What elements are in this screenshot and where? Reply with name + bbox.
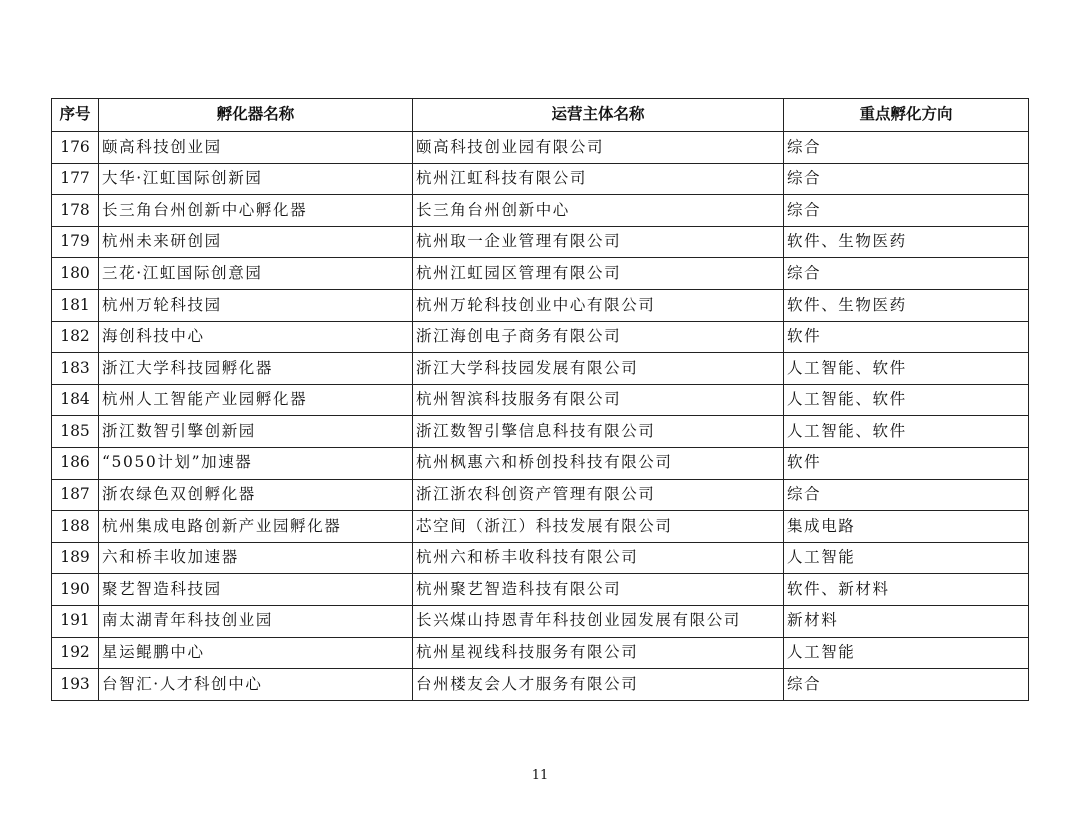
operator-name: 浙江海创电子商务有限公司 bbox=[413, 321, 784, 353]
focus-direction: 综合 bbox=[784, 195, 1029, 227]
row-number: 176 bbox=[52, 132, 99, 164]
incubator-name: 三花·江虹国际创意园 bbox=[99, 258, 413, 290]
focus-direction: 人工智能、软件 bbox=[784, 353, 1029, 385]
table-row bbox=[52, 353, 1029, 385]
focus-direction: 人工智能、软件 bbox=[784, 416, 1029, 448]
row-number: 177 bbox=[52, 163, 99, 195]
table-row bbox=[52, 479, 1029, 511]
row-number: 186 bbox=[52, 447, 99, 479]
operator-name: 杭州江虹园区管理有限公司 bbox=[413, 258, 784, 290]
row-number: 181 bbox=[52, 289, 99, 321]
operator-name: 芯空间（浙江）科技发展有限公司 bbox=[413, 511, 784, 543]
operator-name: 杭州江虹科技有限公司 bbox=[413, 163, 784, 195]
focus-direction: 软件、生物医药 bbox=[784, 226, 1029, 258]
focus-direction: 软件、生物医药 bbox=[784, 289, 1029, 321]
operator-name: 杭州智滨科技服务有限公司 bbox=[413, 384, 784, 416]
incubator-name: 台智汇·人才科创中心 bbox=[99, 669, 413, 701]
row-number: 185 bbox=[52, 416, 99, 448]
row-number: 190 bbox=[52, 574, 99, 606]
table-row bbox=[52, 574, 1029, 606]
incubator-name: 星运鲲鹏中心 bbox=[99, 637, 413, 669]
focus-direction: 综合 bbox=[784, 669, 1029, 701]
incubator-name: 南太湖青年科技创业园 bbox=[99, 605, 413, 637]
header-no: 序号 bbox=[52, 99, 99, 132]
operator-name: 台州楼友会人才服务有限公司 bbox=[413, 669, 784, 701]
table-row bbox=[52, 163, 1029, 195]
operator-name: 杭州万轮科技创业中心有限公司 bbox=[413, 289, 784, 321]
operator-name: 杭州取一企业管理有限公司 bbox=[413, 226, 784, 258]
page-number: 11 bbox=[531, 768, 549, 783]
focus-direction: 综合 bbox=[784, 163, 1029, 195]
row-number: 187 bbox=[52, 479, 99, 511]
incubator-name: 杭州万轮科技园 bbox=[99, 289, 413, 321]
incubator-name: 大华·江虹国际创新园 bbox=[99, 163, 413, 195]
table-row bbox=[52, 637, 1029, 669]
row-number: 193 bbox=[52, 669, 99, 701]
table-row bbox=[52, 447, 1029, 479]
incubator-name: 聚艺智造科技园 bbox=[99, 574, 413, 606]
row-number: 180 bbox=[52, 258, 99, 290]
table-row bbox=[52, 289, 1029, 321]
row-number: 189 bbox=[52, 542, 99, 574]
table-row bbox=[52, 511, 1029, 543]
incubator-name: 六和桥丰收加速器 bbox=[99, 542, 413, 574]
focus-direction: 人工智能 bbox=[784, 637, 1029, 669]
operator-name: 杭州枫惠六和桥创投科技有限公司 bbox=[413, 447, 784, 479]
operator-name: 杭州星视线科技服务有限公司 bbox=[413, 637, 784, 669]
incubator-list bbox=[51, 98, 1028, 701]
focus-direction: 软件 bbox=[784, 321, 1029, 353]
header-incubator-name: 孵化器名称 bbox=[99, 99, 413, 132]
table-row bbox=[52, 605, 1029, 637]
row-number: 179 bbox=[52, 226, 99, 258]
table-row bbox=[52, 132, 1029, 164]
row-number: 182 bbox=[52, 321, 99, 353]
row-number: 178 bbox=[52, 195, 99, 227]
row-number: 192 bbox=[52, 637, 99, 669]
operator-name: 杭州聚艺智造科技有限公司 bbox=[413, 574, 784, 606]
header-focus-direction: 重点孵化方向 bbox=[784, 99, 1029, 132]
table-row bbox=[52, 669, 1029, 701]
table-row bbox=[52, 226, 1029, 258]
row-number: 184 bbox=[52, 384, 99, 416]
incubator-name: 浙农绿色双创孵化器 bbox=[99, 479, 413, 511]
operator-name: 浙江数智引擎信息科技有限公司 bbox=[413, 416, 784, 448]
focus-direction: 综合 bbox=[784, 258, 1029, 290]
operator-name: 杭州六和桥丰收科技有限公司 bbox=[413, 542, 784, 574]
operator-name: 长三角台州创新中心 bbox=[413, 195, 784, 227]
header-row bbox=[52, 99, 1029, 132]
focus-direction: 软件、新材料 bbox=[784, 574, 1029, 606]
table-row bbox=[52, 321, 1029, 353]
incubator-name: “5050计划”加速器 bbox=[99, 447, 413, 479]
incubator-name: 浙江数智引擎创新园 bbox=[99, 416, 413, 448]
table-body bbox=[52, 132, 1029, 701]
operator-name: 浙江浙农科创资产管理有限公司 bbox=[413, 479, 784, 511]
focus-direction: 综合 bbox=[784, 132, 1029, 164]
row-number: 191 bbox=[52, 605, 99, 637]
table-row bbox=[52, 542, 1029, 574]
focus-direction: 综合 bbox=[784, 479, 1029, 511]
incubator-name: 杭州集成电路创新产业园孵化器 bbox=[99, 511, 413, 543]
focus-direction: 软件 bbox=[784, 447, 1029, 479]
incubator-name: 杭州未来研创园 bbox=[99, 226, 413, 258]
header-operator-name: 运营主体名称 bbox=[413, 99, 784, 132]
operator-name: 浙江大学科技园发展有限公司 bbox=[413, 353, 784, 385]
incubator-name: 海创科技中心 bbox=[99, 321, 413, 353]
incubator-name: 颐高科技创业园 bbox=[99, 132, 413, 164]
incubator-name: 长三角台州创新中心孵化器 bbox=[99, 195, 413, 227]
operator-name: 颐高科技创业园有限公司 bbox=[413, 132, 784, 164]
row-number: 183 bbox=[52, 353, 99, 385]
table-header bbox=[52, 99, 1029, 132]
incubator-table bbox=[51, 98, 1029, 701]
incubator-name: 杭州人工智能产业园孵化器 bbox=[99, 384, 413, 416]
table-row bbox=[52, 258, 1029, 290]
table-row bbox=[52, 384, 1029, 416]
table-row bbox=[52, 416, 1029, 448]
focus-direction: 人工智能、软件 bbox=[784, 384, 1029, 416]
focus-direction: 集成电路 bbox=[784, 511, 1029, 543]
focus-direction: 新材料 bbox=[784, 605, 1029, 637]
focus-direction: 人工智能 bbox=[784, 542, 1029, 574]
row-number: 188 bbox=[52, 511, 99, 543]
operator-name: 长兴煤山持恩青年科技创业园发展有限公司 bbox=[413, 605, 784, 637]
table-row bbox=[52, 195, 1029, 227]
incubator-name: 浙江大学科技园孵化器 bbox=[99, 353, 413, 385]
